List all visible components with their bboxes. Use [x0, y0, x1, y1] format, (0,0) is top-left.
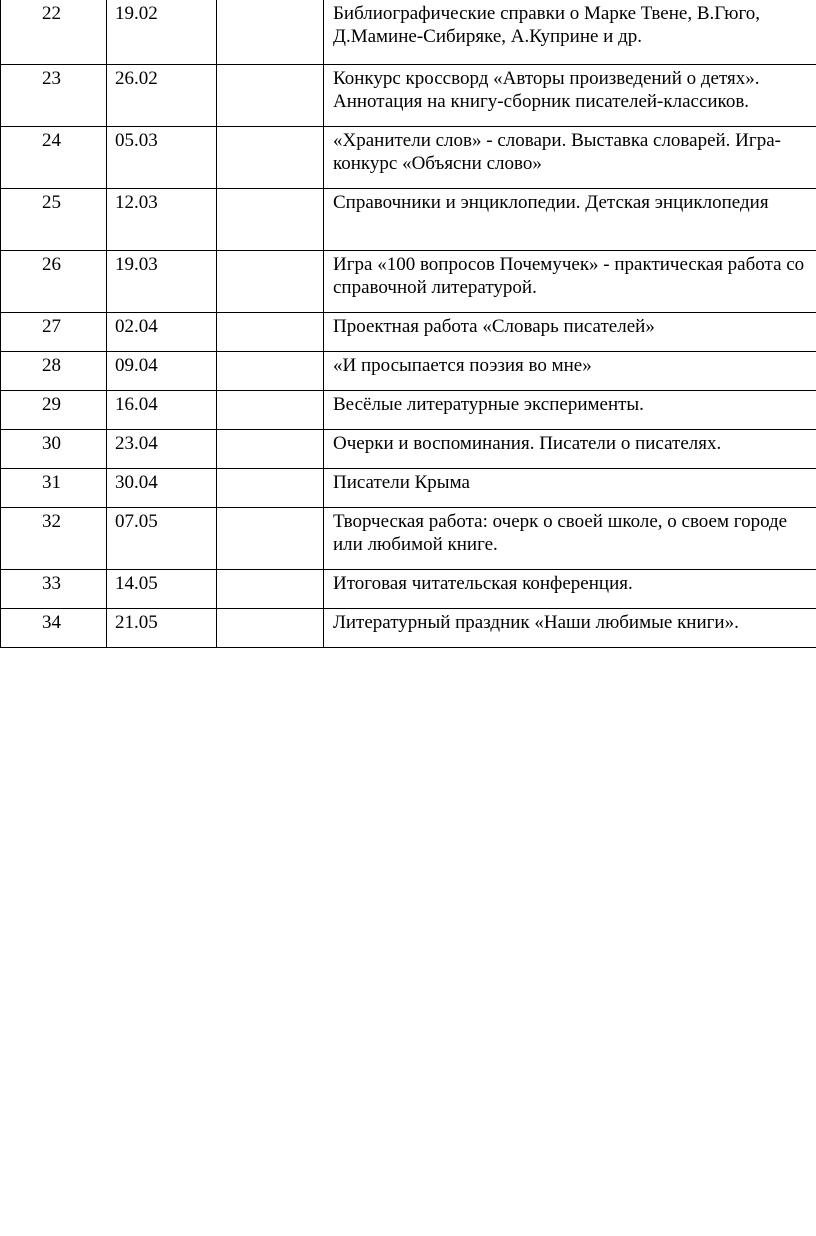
- lesson-number: 22: [1, 0, 107, 64]
- lesson-topic: Очерки и воспоминания. Писатели о писателях.: [324, 429, 816, 468]
- table-row: [1, 351, 816, 390]
- lesson-date: 21.05: [107, 608, 217, 647]
- table-row: [1, 569, 816, 608]
- lesson-number: 29: [1, 390, 107, 429]
- lesson-date: 02.04: [107, 312, 217, 351]
- table-row: [1, 0, 816, 64]
- lesson-number: 31: [1, 468, 107, 507]
- lesson-number: 24: [1, 126, 107, 188]
- table-row: [1, 507, 816, 569]
- table-row: [1, 429, 816, 468]
- lesson-date: 26.02: [107, 64, 217, 126]
- lesson-date: 14.05: [107, 569, 217, 608]
- lesson-topic: Конкурс кроссворд «Авторы произведений о детях». Аннотация на книгу-сборник писателей-классиков.: [324, 64, 816, 126]
- lesson-topic: Итоговая читательская конференция.: [324, 569, 816, 608]
- table-row: [1, 250, 816, 312]
- lesson-date: 07.05: [107, 507, 217, 569]
- lesson-topic: «И просыпается поэзия во мне»: [324, 351, 816, 390]
- table-row: [1, 390, 816, 429]
- lesson-extra-cell: [217, 429, 324, 468]
- lesson-topic: Литературный праздник «Наши любимые книги».: [324, 608, 816, 647]
- lesson-extra-cell: [217, 126, 324, 188]
- lesson-extra-cell: [217, 188, 324, 250]
- lesson-extra-cell: [217, 64, 324, 126]
- lesson-topic: Творческая работа: очерк о своей школе, о своем городе или любимой книге.: [324, 507, 816, 569]
- lesson-date: 23.04: [107, 429, 217, 468]
- lesson-extra-cell: [217, 0, 324, 64]
- table-row: [1, 188, 816, 250]
- table-row: [1, 468, 816, 507]
- lesson-extra-cell: [217, 569, 324, 608]
- lesson-extra-cell: [217, 250, 324, 312]
- lesson-number: 34: [1, 608, 107, 647]
- table-row: [1, 608, 816, 647]
- lesson-topic: Писатели Крыма: [324, 468, 816, 507]
- lesson-date: 05.03: [107, 126, 217, 188]
- table-row: [1, 64, 816, 126]
- lesson-extra-cell: [217, 608, 324, 647]
- lesson-topic: Библиографические справки о Марке Твене, В.Гюго, Д.Мамине-Сибиряке, А.Куприне и др.: [324, 0, 816, 64]
- lesson-date: 09.04: [107, 351, 217, 390]
- lesson-number: 26: [1, 250, 107, 312]
- lesson-date: 16.04: [107, 390, 217, 429]
- lesson-topic: Игра «100 вопросов Почемучек» - практическая работа со справочной литературой.: [324, 250, 816, 312]
- lesson-topic: Проектная работа «Словарь писателей»: [324, 312, 816, 351]
- lesson-date: 19.02: [107, 0, 217, 64]
- lesson-topic: «Хранители слов» - словари. Выставка словарей. Игра-конкурс «Объясни слово»: [324, 126, 816, 188]
- lesson-date: 19.03: [107, 250, 217, 312]
- lesson-number: 30: [1, 429, 107, 468]
- lesson-extra-cell: [217, 390, 324, 429]
- lesson-number: 25: [1, 188, 107, 250]
- lesson-extra-cell: [217, 507, 324, 569]
- lesson-number: 33: [1, 569, 107, 608]
- lesson-topic: Справочники и энциклопедии. Детская энциклопедия: [324, 188, 816, 250]
- lesson-number: 27: [1, 312, 107, 351]
- lesson-date: 12.03: [107, 188, 217, 250]
- table-row: [1, 126, 816, 188]
- lesson-number: 32: [1, 507, 107, 569]
- lesson-number: 23: [1, 64, 107, 126]
- lesson-topic: Весёлые литературные эксперименты.: [324, 390, 816, 429]
- table-row: [1, 312, 816, 351]
- lesson-extra-cell: [217, 468, 324, 507]
- lesson-extra-cell: [217, 312, 324, 351]
- lesson-number: 28: [1, 351, 107, 390]
- lesson-date: 30.04: [107, 468, 217, 507]
- lesson-extra-cell: [217, 351, 324, 390]
